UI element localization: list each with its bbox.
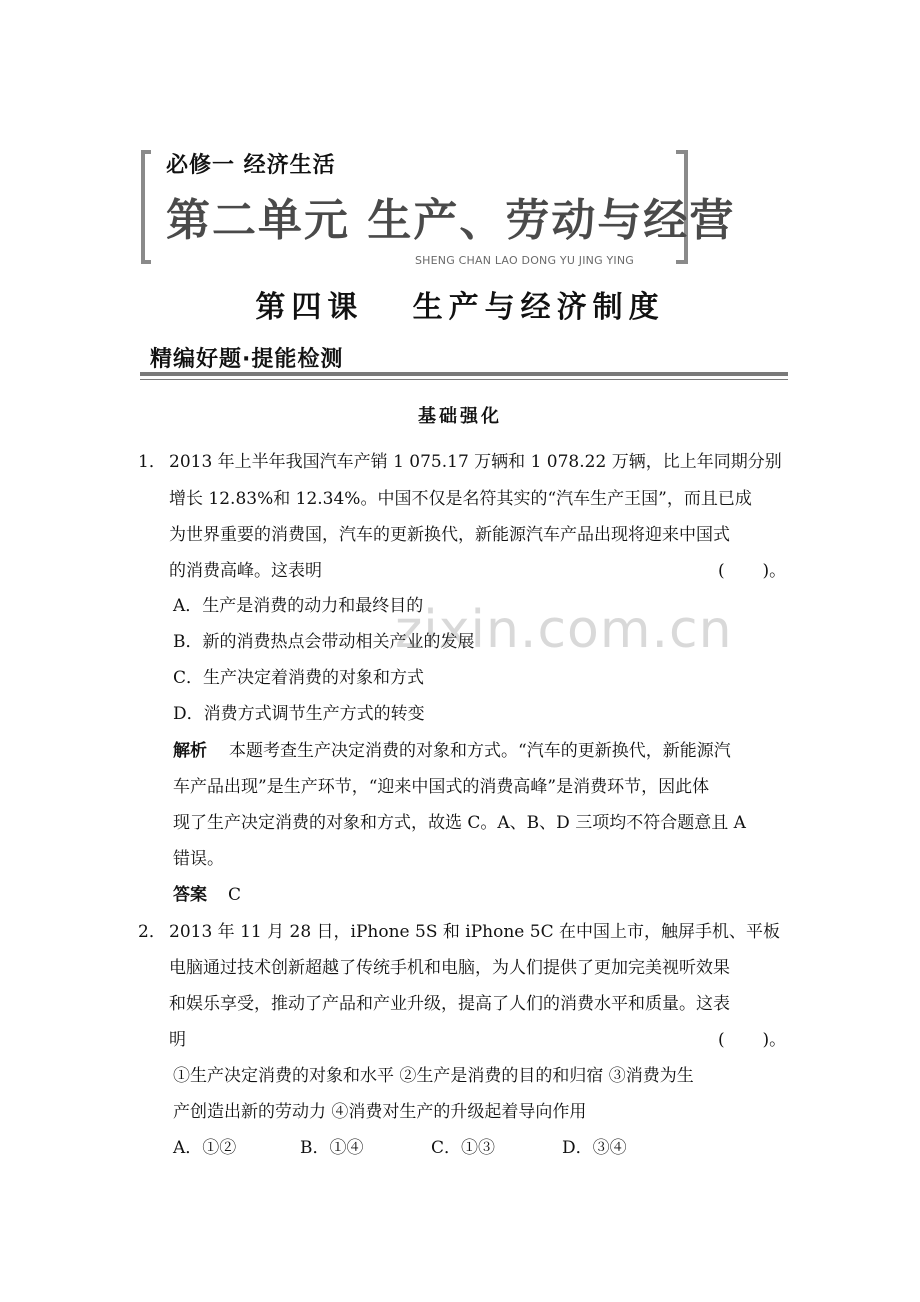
question-2-line: 2013 年 11 月 28 日，iPhone 5S 和 iPhone 5C 在中国上市，触屏手机、平板: [169, 922, 780, 942]
question-1-line: 2013 年上半年我国汽车产销 1 075.17 万辆和 1 078.22 万辆，比上年同期分别: [169, 452, 782, 472]
section-title: 精编好题·提能检测: [150, 347, 344, 372]
section-rule-thick: [140, 372, 788, 376]
module-title: 必修一 经济生活: [166, 153, 336, 178]
question-2-line: 和娱乐享受，推动了产品和产业升级，提高了人们的消费水平和质量。这表: [169, 994, 730, 1014]
section-rule-thin: [140, 379, 788, 380]
lesson-title: 第四课 生产与经济制度: [255, 290, 665, 325]
answer-label: 答案: [173, 885, 207, 905]
analysis-line: 本题考查生产决定消费的对象和方式。“汽车的更新换代，新能源汽: [229, 741, 731, 761]
question-2-statements: 产创造出新的劳动力 ④消费对生产的升级起着导向作用: [173, 1102, 587, 1122]
unit-title: 第二单元 生产、劳动与经营: [166, 195, 736, 246]
question-2-line: 电脑通过技术创新超越了传统手机和电脑，为人们提供了更加完美视听效果: [169, 958, 730, 978]
question-1-option-d: D．消费方式调节生产方式的转变: [173, 704, 425, 724]
question-1-line: 增长 12.83%和 12.34%。中国不仅是名符其实的“汽车生产王国”，而且已成: [169, 489, 752, 509]
question-1-line: 的消费高峰。这表明: [169, 561, 322, 581]
subheading: 基础强化: [418, 406, 502, 427]
question-2-number: 2．: [138, 922, 166, 942]
question-1-option-a: A．生产是消费的动力和最终目的: [173, 596, 424, 616]
analysis-line: 车产品出现”是生产环节，“迎来中国式的消费高峰”是消费环节，因此体: [173, 777, 710, 797]
analysis-line: 错误。: [173, 849, 224, 869]
unit-pinyin: SHENG CHAN LAO DONG YU JING YING: [415, 254, 635, 267]
question-1-line: 为世界重要的消费国，汽车的更新换代，新能源汽车产品出现将迎来中国式: [169, 525, 730, 545]
question-2-option-d: D．③④: [562, 1138, 627, 1158]
header-bracket-left: [141, 150, 151, 264]
question-2-option-c: C．①③: [431, 1138, 496, 1158]
analysis-line: 现了生产决定消费的对象和方式，故选 C。A、B、D 三项均不符合题意且 A: [173, 813, 746, 833]
question-1-number: 1．: [138, 452, 166, 472]
analysis-label: 解析: [173, 741, 207, 761]
question-2-answer-blank: ( )。: [718, 1030, 787, 1050]
question-1-option-c: C．生产决定着消费的对象和方式: [173, 668, 425, 688]
question-2-line: 明: [169, 1030, 186, 1050]
question-2-option-a: A．①②: [173, 1138, 237, 1158]
question-2-statements: ①生产决定消费的对象和水平 ②生产是消费的目的和归宿 ③消费为生: [173, 1066, 694, 1086]
question-1-option-b: B．新的消费热点会带动相关产业的发展: [173, 632, 475, 652]
watermark: zixin.com.cn: [395, 600, 733, 660]
question-2-option-b: B．①④: [300, 1138, 364, 1158]
answer-value: C: [228, 885, 242, 905]
question-1-answer-blank: ( )。: [718, 561, 787, 581]
